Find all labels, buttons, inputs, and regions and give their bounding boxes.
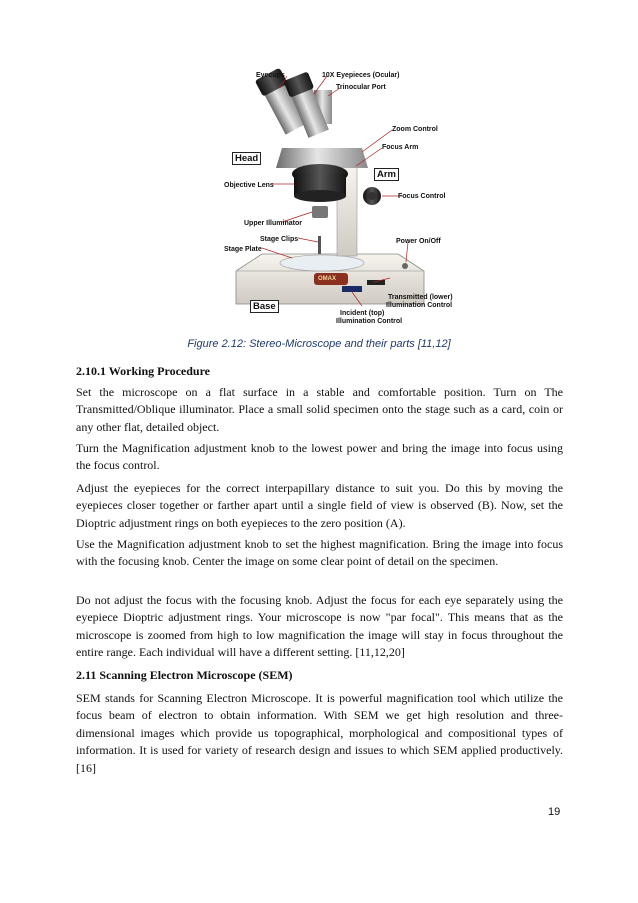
paragraph-magnification-low: Turn the Magnification adjustment knob to the lowest power and bring the image into focus using the focus control. (76, 441, 563, 473)
label-focus-arm: Focus Arm (382, 144, 419, 151)
paragraph-par-focal: Do not adjust the focus with the focusing knob. Adjust the focus for each eye separately using the eyepiece Dioptric adjustment rings. Your microscope is now "par focal". This means that as the microscope is zoomed from high to low magnification the image will stay in focus throughout the entire range. Each individual will have a different setting. [11,12,20] (76, 593, 563, 660)
label-eyecups: Eyecups (256, 72, 285, 79)
label-stage-plate: Stage Plate (224, 246, 262, 253)
label-upper-illuminator: Upper Illuminator (244, 220, 302, 227)
label-arm: Arm (374, 168, 399, 181)
sem-heading: 2.11 Scanning Electron Microscope (SEM) (76, 668, 293, 682)
label-focus-control: Focus Control (398, 193, 446, 200)
label-incident: Incident (top) (340, 310, 385, 317)
label-eyepieces: 10X Eyepieces (Ocular) (322, 72, 400, 79)
paragraph-setup: Set the microscope on a flat surface in a stable and comfortable position. Turn on The Transmitted/Oblique illuminator. Place a small solid specimen onto the stage such as a card, coin or any other flat, detailed object. (76, 385, 563, 434)
microscope-figure (222, 66, 453, 328)
paragraph-magnification-high: Use the Magnification adjustment knob to set the highest magnification. Bring the image into focus with the focusing knob. Center the image on some clear point of detail on the specimen. (76, 537, 563, 569)
figure-caption: Figure 2.12: Stereo-Microscope and their parts [11,12] (187, 338, 451, 350)
label-objective-lens: Objective Lens (224, 182, 274, 189)
label-incident-control: Illumination Control (336, 318, 403, 325)
label-head: Head (232, 152, 261, 165)
paragraph-eyepieces: Adjust the eyepieces for the correct interpapillary distance to suit you. Do this by moving the eyepieces closer together or farther apart until a single field of view is observed (B). Now, set the Dioptric adjustment rings on both eyepieces to the zero position (A). (76, 481, 563, 530)
page-number: 19 (548, 806, 561, 818)
label-trinocular-port: Trinocular Port (336, 84, 386, 91)
label-zoom-control: Zoom Control (392, 126, 438, 133)
label-stage-clips: Stage Clips (260, 236, 299, 243)
label-transmitted-control: Illumination Control (386, 302, 453, 309)
working-procedure-heading: 2.10.1 Working Procedure (76, 364, 211, 378)
label-power-on-off: Power On/Off (396, 238, 441, 245)
paragraph-sem: SEM stands for Scanning Electron Microscope. It is powerful magnification tool which utilize the focus beam of electron to obtain information. With SEM we get high resolution and three-dimensional images which provide us topographical, morphological and compositional types of information. It is used for variety of research design and issues to which SEM applied productively. [16] (76, 691, 563, 775)
label-base: Base (250, 300, 279, 313)
label-transmitted: Transmitted (lower) (388, 294, 453, 301)
brand-logo: OMAX (318, 276, 336, 282)
